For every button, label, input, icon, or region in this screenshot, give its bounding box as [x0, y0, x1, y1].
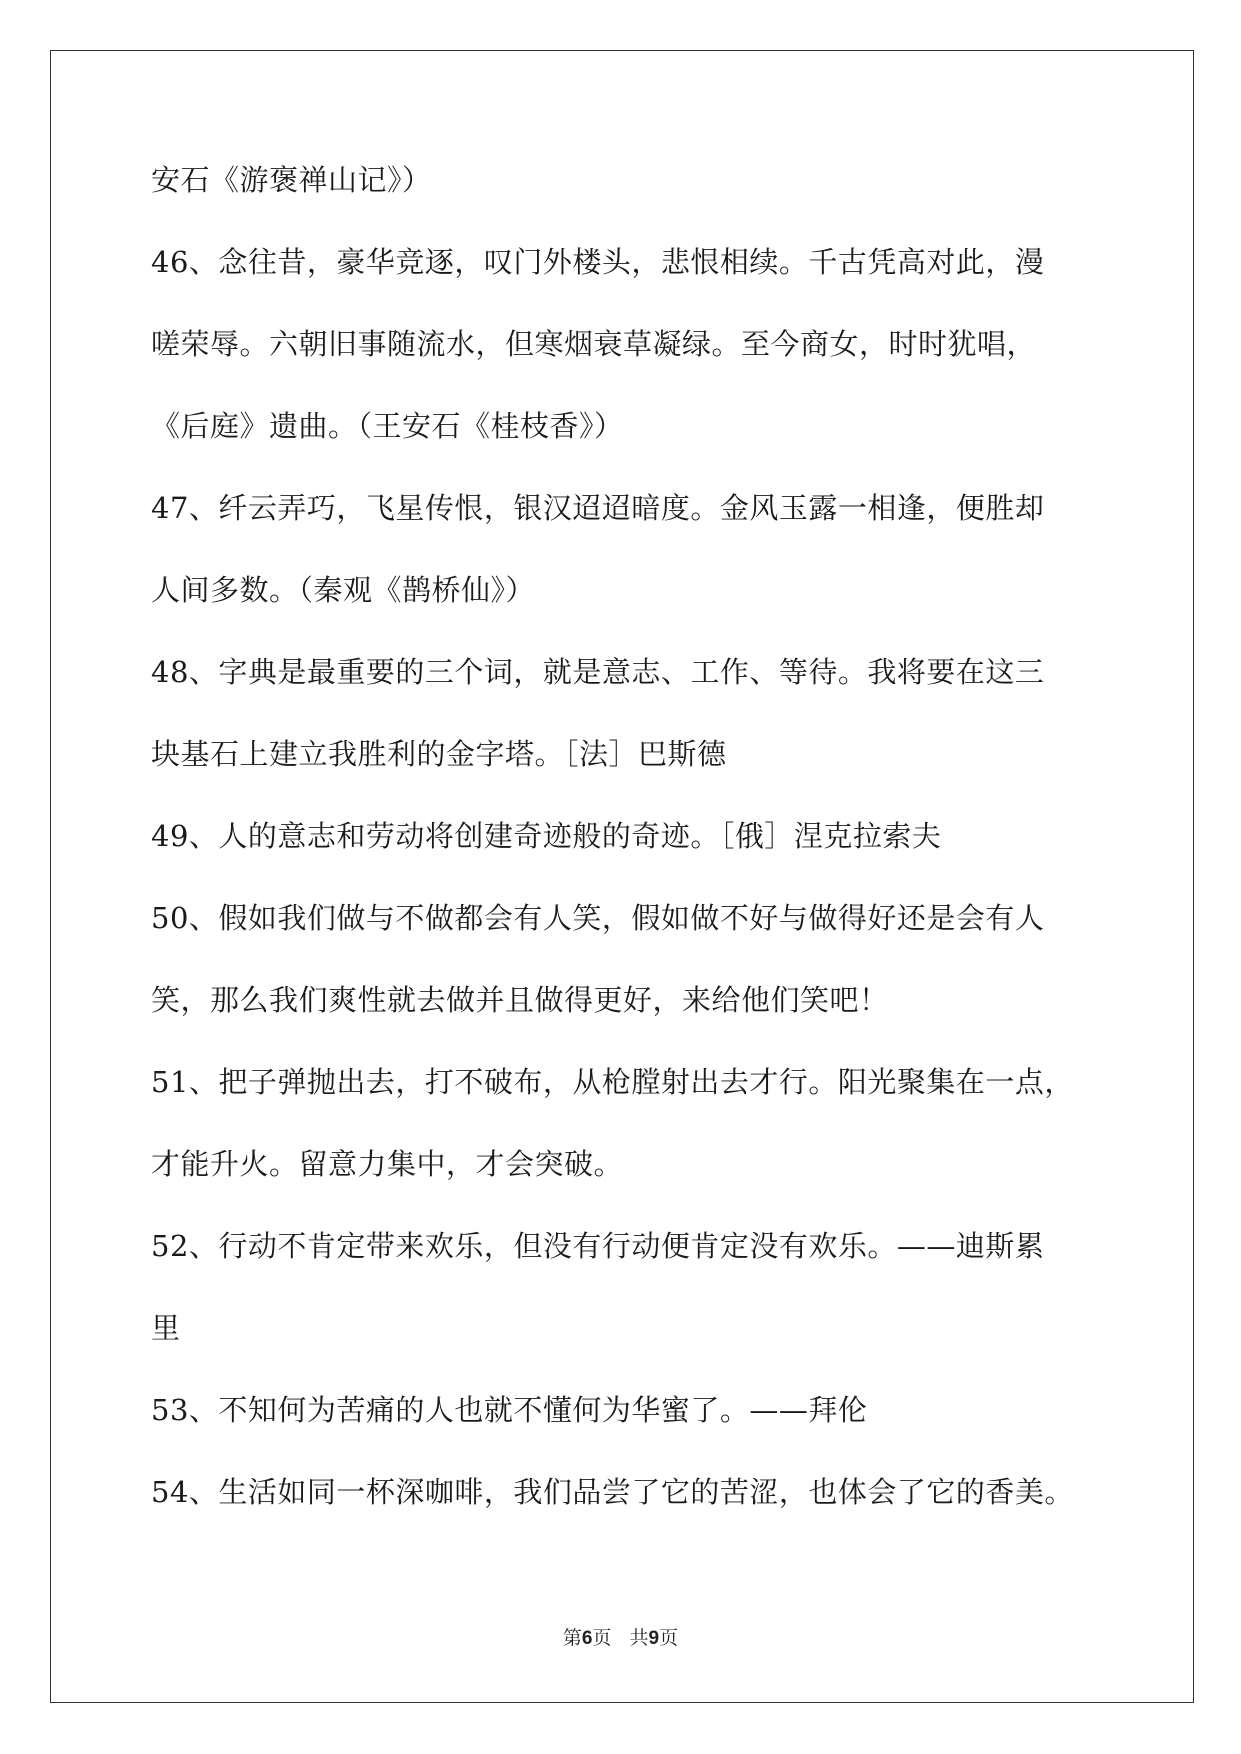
- total-prefix: 共: [629, 1627, 649, 1649]
- text-line: 笑，那么我们爽性就去做并且做得更好，来给他们笑吧！: [151, 983, 889, 1017]
- text-line: 块基石上建立我胜利的金字塔。［法］巴斯德: [151, 737, 727, 771]
- total-page-count: 9: [648, 1628, 660, 1649]
- page-prefix: 第: [562, 1627, 582, 1649]
- text-line: 才能升火。留意力集中，才会突破。: [151, 1147, 624, 1181]
- text-line: 51、把子弹抛出去，打不破布，从枪膛射出去才行。阳光聚集在一点，: [151, 1065, 1074, 1099]
- text-line: 安石《游褒禅山记》）: [151, 163, 432, 197]
- text-line: 人间多数。（秦观《鹊桥仙》）: [151, 573, 536, 607]
- text-line: 46、念往昔，豪华竞逐，叹门外楼头，悲恨相续。千古凭高对此，漫: [151, 245, 1045, 279]
- page-suffix: 页: [592, 1627, 612, 1649]
- current-page-number: 6: [581, 1628, 593, 1649]
- text-line: 48、字典是最重要的三个词，就是意志、工作、等待。我将要在这三: [151, 655, 1045, 689]
- text-line: 里: [151, 1311, 181, 1345]
- text-line: 49、人的意志和劳动将创建奇迹般的奇迹。［俄］涅克拉索夫: [151, 819, 942, 853]
- text-line: 嗟荣辱。六朝旧事随流水，但寒烟衰草凝绿。至今商女，时时犹唱，: [151, 327, 1037, 361]
- text-line: 《后庭》遗曲。（王安石《桂枝香》）: [151, 409, 624, 443]
- text-line: 54、生活如同一杯深咖啡，我们品尝了它的苦涩，也体会了它的香美。: [151, 1475, 1074, 1509]
- text-line: 53、不知何为苦痛的人也就不懂何为华蜜了。——拜伦: [151, 1393, 868, 1427]
- document-body: [151, 162, 1091, 1556]
- text-line: 50、假如我们做与不做都会有人笑，假如做不好与做得好还是会有人: [151, 901, 1045, 935]
- page-footer: [0, 1623, 1241, 1650]
- total-suffix: 页: [659, 1627, 679, 1649]
- text-line: 47、纤云弄巧，飞星传恨，银汉迢迢暗度。金风玉露一相逢，便胜却: [151, 491, 1045, 525]
- text-line: 52、行动不肯定带来欢乐，但没有行动便肯定没有欢乐。——迪斯累: [151, 1229, 1045, 1263]
